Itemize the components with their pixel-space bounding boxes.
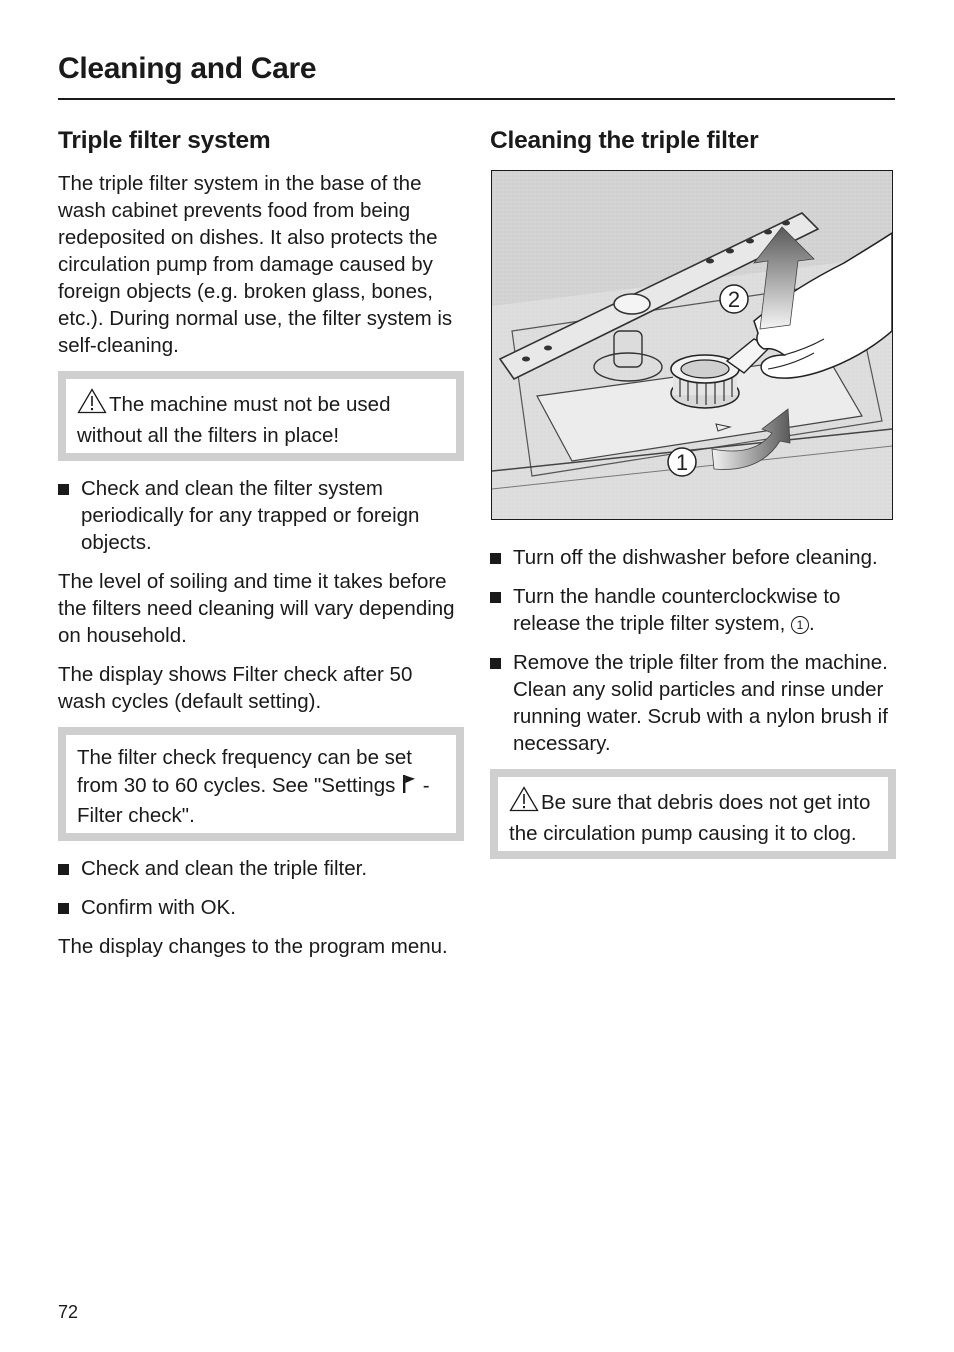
triple-filter-illustration xyxy=(491,170,893,520)
list-item xyxy=(58,475,464,556)
page-title: Cleaning and Care xyxy=(58,52,317,85)
info-box xyxy=(58,727,464,841)
list-item-text: Confirm with OK. xyxy=(81,896,236,919)
warning-box xyxy=(490,769,896,859)
list-item-text: Check and clean the triple filter. xyxy=(81,857,368,880)
step-1-marker xyxy=(668,448,696,476)
list-item xyxy=(490,583,896,637)
flag-icon xyxy=(402,774,416,802)
info-text-prefix: The filter check frequency can be set from 30 to 60 cycles. See "Settings xyxy=(77,746,413,797)
list-item-text: Turn off the dishwasher before cleaning. xyxy=(513,546,878,569)
page-number: 72 xyxy=(58,1302,79,1322)
bullet-square-icon xyxy=(490,658,501,669)
list-item-text: Turn the handle counterclockwise to release the triple filter system, xyxy=(513,585,841,635)
section-heading-triple-filter-system: Triple filter system xyxy=(58,127,271,154)
warning-triangle-icon xyxy=(77,388,107,422)
list-item-end: . xyxy=(809,612,815,635)
right-column xyxy=(490,125,896,873)
warning-triangle-icon xyxy=(509,786,539,820)
title-rule xyxy=(58,98,895,100)
list-item-text: Check and clean the filter system periodically for any trapped or foreign objects. xyxy=(81,477,420,554)
warning-text: Be sure that debris does not get into the circulation pump causing it to clog. xyxy=(509,791,871,845)
left-column xyxy=(58,125,464,972)
list-item xyxy=(58,855,464,882)
bullet-square-icon xyxy=(58,864,69,875)
warning-text: The machine must not be used without all the filters in place! xyxy=(77,393,391,447)
step-1-label: 1 xyxy=(675,450,689,475)
section-heading-cleaning-triple-filter: Cleaning the triple filter xyxy=(490,127,759,154)
warning-box xyxy=(58,371,464,461)
step-2-marker xyxy=(720,285,748,313)
illustration-svg xyxy=(492,171,892,519)
list-item xyxy=(490,544,896,571)
intro-paragraph: The triple filter system in the base of the wash cabinet prevents food from being redeposited on dishes. It also protects the circulation pump from damage caused by foreign objects (e.g. broken glass, bones, etc.). During normal use, the filter system is self-cleaning. xyxy=(58,172,453,357)
list-item xyxy=(490,649,896,757)
list-item xyxy=(58,894,464,921)
bullet-square-icon xyxy=(490,553,501,564)
bullet-square-icon xyxy=(490,592,501,603)
step-2-label: 2 xyxy=(727,287,741,312)
info-text-suffix: - Filter check". xyxy=(77,774,430,827)
soiling-paragraph: The level of soiling and time it takes before the filters need cleaning will vary depending on household. xyxy=(58,570,455,647)
step-reference-badge: 1 xyxy=(791,616,809,634)
list-item-text: Remove the triple filter from the machine. Clean any solid particles and rinse under running water. Scrub with a nylon brush if necessary. xyxy=(513,651,888,755)
display-paragraph: The display shows Filter check after 50 wash cycles (default setting). xyxy=(58,663,413,713)
bullet-square-icon xyxy=(58,903,69,914)
end-paragraph: The display changes to the program menu. xyxy=(58,935,448,958)
bullet-square-icon xyxy=(58,484,69,495)
